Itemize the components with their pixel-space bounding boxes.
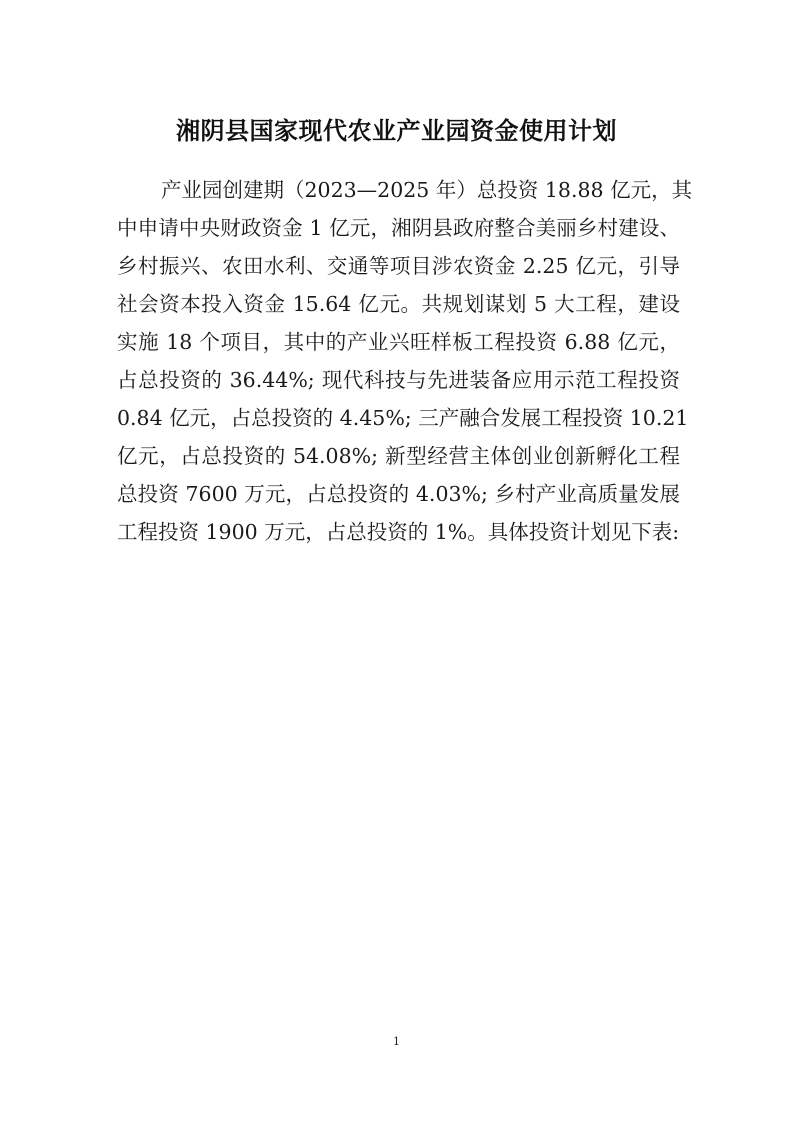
paragraph-line-1: 产业园创建期（2023—2025 年）总投资 18.88 亿元，其 [161,178,693,202]
paragraph-line-8: 亿元，占总投资的 54.08%; 新型经营主体创业创新孵化工程 [117,444,680,468]
paragraph-line-2: 中申请中央财政资金 1 亿元，湘阴县政府整合美丽乡村建设、 [117,216,680,240]
paragraph-line-9: 总投资 7600 万元，占总投资的 4.03%; 乡村产业高质量发展 [117,482,680,506]
paragraph-line-7: 0.84 亿元，占总投资的 4.45%; 三产融合发展工程投资 10.21 [117,406,689,430]
paragraph-line-4: 社会资本投入资金 15.64 亿元。共规划谋划 5 大工程，建设 [117,292,680,316]
body-paragraph [117,171,693,551]
paragraph-line-6: 占总投资的 36.44%; 现代科技与先进装备应用示范工程投资 [117,368,680,392]
paragraph-line-5: 实施 18 个项目，其中的产业兴旺样板工程投资 6.88 亿元， [117,330,680,354]
page-number: 1 [393,1035,400,1048]
paragraph-line-10: 工程投资 1900 万元，占总投资的 1%。具体投资计划见下表: [117,520,680,544]
paragraph-line-3: 乡村振兴、农田水利、交通等项目涉农资金 2.25 亿元，引导 [117,254,680,278]
document-title: 湘阴县国家现代农业产业园资金使用计划 [176,117,617,145]
